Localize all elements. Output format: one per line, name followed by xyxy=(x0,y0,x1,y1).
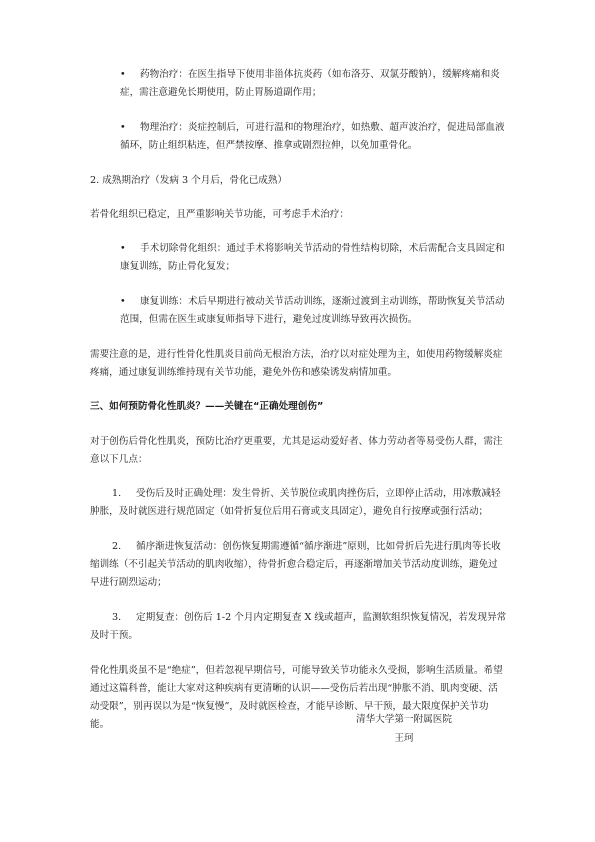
section-2-intro: 若骨化组织已稳定，且严重影响关节功能，可考虑手术治疗： xyxy=(90,209,350,220)
bullet-marker: • xyxy=(120,122,126,133)
list-item xyxy=(90,119,507,155)
section-3-intro: 对于创伤后骨化性肌炎，预防比治疗更重要，尤其是运动爱好者、体力劳动者等易受伤人群，需注意以下几点： xyxy=(90,436,503,465)
list-item xyxy=(90,293,507,329)
numbered-text: 受伤后及时正确处理：发生骨折、关节脱位或肌肉挫伤后，立即停止活动，用冰敷减轻肿胀，及时就医进行规范固定（如骨折复位后用石膏或支具固定），避免自行按摩或强行活动； xyxy=(90,488,501,517)
number-marker: 2. xyxy=(112,541,122,552)
signature-institution: 清华大学第一附属医院 xyxy=(356,714,452,725)
list-item xyxy=(90,538,507,592)
list-item xyxy=(90,609,507,645)
bullet-list-surgery xyxy=(90,240,507,329)
signature-block xyxy=(356,710,452,748)
number-marker: 1. xyxy=(112,488,122,499)
signature-author: 王珂 xyxy=(394,733,414,744)
bullet-text: 药物治疗：在医生指导下使用非甾体抗炎药（如布洛芬、双氯芬酸钠），缓解疼痛和炎症，需注意避免长期使用，防止胃肠道副作用； xyxy=(120,69,500,98)
list-item xyxy=(90,485,507,521)
bullet-marker: • xyxy=(120,69,126,80)
closing-paragraph: 骨化性肌炎虽不是“绝症”，但若忽视早期信号，可能导致关节功能永久受损，影响生活质量。希望通过这篇科普，能让大家对这种疾病有更清晰的认识——受伤后若出现“肿胀不消、肌肉变硬、活动受限”，别再误以为是“恢复慢”，及时就医检查，才能早诊断、早干预，最大限度保护关节功能。 xyxy=(90,665,503,730)
list-item xyxy=(90,66,507,102)
numbered-text: 定期复查：创伤后 1-2 个月内定期复查 X 线或超声，监测软组织恢复情况，若发现异常及时干预。 xyxy=(90,612,507,641)
section-3-heading: 三、如何预防骨化性肌炎？——关键在“正确处理创伤” xyxy=(90,401,324,412)
note-paragraph: 需要注意的是，进行性骨化性肌炎目前尚无根治方法，治疗以对症处理为主，如使用药物缓解炎症疼痛，通过康复训练维持现有关节功能，避免外伤和感染诱发病情加重。 xyxy=(90,349,503,378)
bullet-marker: • xyxy=(120,296,126,307)
bullet-text: 手术切除骨化组织：通过手术将影响关节活动的骨性结构切除，术后需配合支具固定和康复训练，防止骨化复发； xyxy=(120,243,505,272)
section-2-title: 2. 成熟期治疗（发病 3 个月后，骨化已成熟） xyxy=(90,175,288,186)
bullet-list-treatment xyxy=(90,66,507,155)
numbered-text: 循序渐进恢复活动：创伤恢复期需遵循“循序渐进”原则，比如骨折后先进行肌肉等长收缩训练（不引起关节活动的肌肉收缩），待骨折愈合稳定后，再逐渐增加关节活动度训练，避免过早进行剧烈运动； xyxy=(90,541,501,588)
list-item xyxy=(90,240,507,276)
bullet-text: 康复训练：术后早期进行被动关节活动训练，逐渐过渡到主动训练，帮助恢复关节活动范围，但需在医生或康复师指导下进行，避免过度训练导致再次损伤。 xyxy=(120,296,505,325)
number-marker: 3. xyxy=(112,612,122,623)
numbered-list-prevention xyxy=(90,485,507,645)
bullet-marker: • xyxy=(120,243,126,254)
bullet-text: 物理治疗：炎症控制后，可进行温和的物理治疗，如热敷、超声波治疗，促进局部血液循环，防止组织粘连，但严禁按摩、推拿或剧烈拉伸，以免加重骨化。 xyxy=(120,122,505,151)
